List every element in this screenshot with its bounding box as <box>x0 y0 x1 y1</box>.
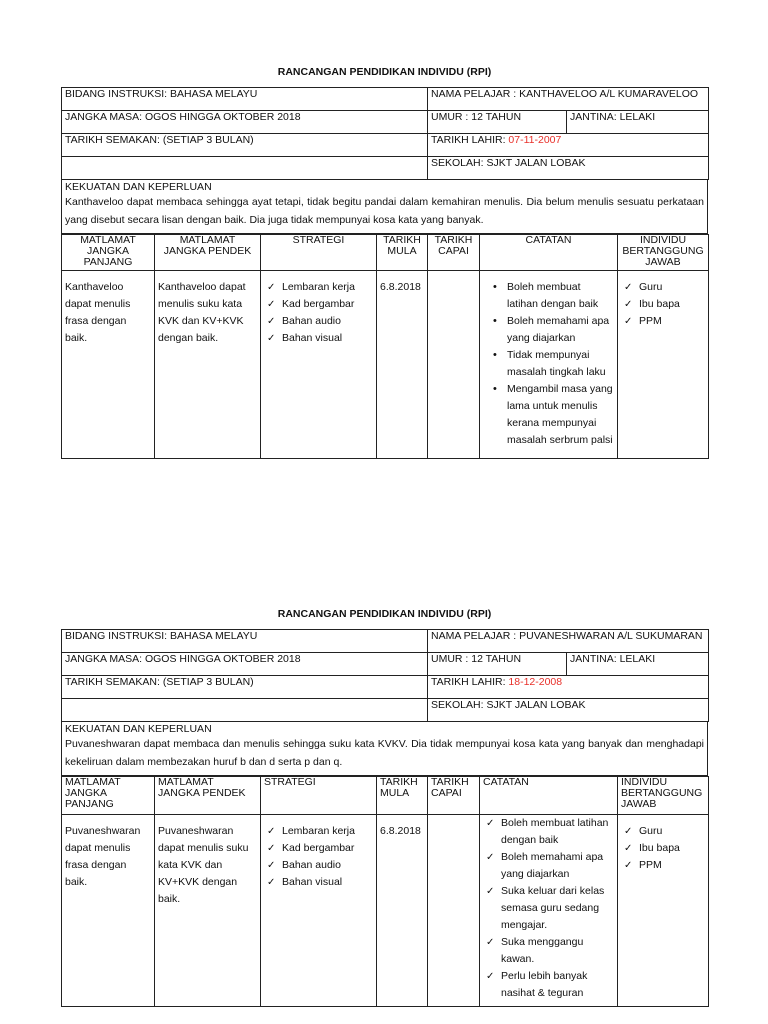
tarikh-lahir-label: TARIKH LAHIR: <box>431 676 509 688</box>
kekuatan-text: Kanthaveloo dapat membaca sehingga ayat tetapi, tidak begitu pandai dalam kemahiran menulis. Dia belum menulis sesuatu perkataan yang disebut secara lisan dengan baik. Dia juga tidak mempunyai kosa kata yang banyak. <box>65 196 704 226</box>
catatan-item: ✓ Boleh membuat latihan dengan baik <box>483 815 614 849</box>
strategi-item: ✓ Kad bergambar <box>264 840 373 857</box>
blank-cell <box>62 699 428 722</box>
strategi-item: ✓ Bahan audio <box>264 857 373 874</box>
col-header: MATLAMAT JANGKA PENDEK <box>155 777 261 815</box>
student-info-table <box>61 629 709 722</box>
matlamat-pendek: Kanthaveloo dapat menulis suku kata KVK dan KV+KVK dengan baik. <box>155 271 261 459</box>
matlamat-panjang: Puvaneshwaran dapat menulis frasa dengan baik. <box>62 815 155 1007</box>
col-header: STRATEGI <box>261 777 377 815</box>
strategi-item: ✓ Kad bergambar <box>264 296 373 313</box>
catatan-item: ✓ Suka keluar dari kelas semasa guru sedang mengajar. <box>483 883 614 934</box>
catatan-item: ✓ Suka menggangu kawan. <box>483 934 614 968</box>
nama-pelajar: NAMA PELAJAR : PUVANESHWARAN A/L SUKUMARAN <box>428 630 709 653</box>
kekuatan-heading: KEKUATAN DAN KEPERLUAN <box>65 723 212 735</box>
tarikh-lahir <box>428 676 709 699</box>
catatan-item: • Mengambil masa yang lama untuk menulis kerana mempunyai masalah serbrum palsi <box>483 381 614 449</box>
strategi-item: ✓ Bahan visual <box>264 330 373 347</box>
sekolah: SEKOLAH: SJKT JALAN LOBAK <box>428 157 709 180</box>
catatan-item: ✓ Boleh memahami apa yang diajarkan <box>483 849 614 883</box>
individu-item: ✓ Guru <box>621 279 705 296</box>
strategi-item: ✓ Bahan visual <box>264 874 373 891</box>
plan-table <box>61 776 709 1007</box>
col-header: INDIVIDU BERTANGGUNG JAWAB <box>618 235 709 271</box>
catatan-cell <box>480 815 618 1007</box>
col-header: STRATEGI <box>261 235 377 271</box>
col-header: TARIKH CAPAI <box>428 777 480 815</box>
strategi-item: ✓ Bahan audio <box>264 313 373 330</box>
individu-item: ✓ Ibu bapa <box>621 296 705 313</box>
catatan-item: • Tidak mempunyai masalah tingkah laku <box>483 347 614 381</box>
jangka-masa: JANGKA MASA: OGOS HINGGA OKTOBER 2018 <box>62 111 428 134</box>
plan-table <box>61 234 709 459</box>
catatan-item: ✓ Perlu lebih banyak nasihat & teguran <box>483 968 614 1002</box>
catatan-cell <box>480 271 618 459</box>
col-header: TARIKH CAPAI <box>428 235 480 271</box>
form-title: RANCANGAN PENDIDIKAN INDIVIDU (RPI) <box>277 66 492 78</box>
tarikh-lahir-value: 18-12-2008 <box>508 676 563 688</box>
tarikh-mula: 6.8.2018 <box>377 815 428 1007</box>
umur: UMUR : 12 TAHUN <box>428 111 567 134</box>
jantina: JANTINA: LELAKI <box>567 653 709 676</box>
col-header: MATLAMAT JANGKA PANJANG <box>62 777 155 815</box>
tarikh-semakan: TARIKH SEMAKAN: (SETIAP 3 BULAN) <box>62 134 428 157</box>
tarikh-capai <box>428 815 480 1007</box>
matlamat-pendek: Puvaneshwaran dapat menulis suku kata KVK dan KV+KVK dengan baik. <box>155 815 261 1007</box>
col-header: TARIKH MULA <box>377 235 428 271</box>
strategi-cell <box>261 271 377 459</box>
col-header: CATATAN <box>480 235 618 271</box>
col-header: CATATAN <box>480 777 618 815</box>
rpi-form-2 <box>61 608 708 1007</box>
col-header: MATLAMAT JANGKA PENDEK <box>155 235 261 271</box>
catatan-item: • Boleh membuat latihan dengan baik <box>483 279 614 313</box>
col-header: INDIVIDU BERTANGGUNG JAWAB <box>618 777 709 815</box>
kekuatan-heading: KEKUATAN DAN KEPERLUAN <box>65 181 212 193</box>
kekuatan-keperluan <box>61 722 708 776</box>
tarikh-lahir <box>428 134 709 157</box>
bidang-instruksi: BIDANG INSTRUKSI: BAHASA MELAYU <box>62 88 428 111</box>
jangka-masa: JANGKA MASA: OGOS HINGGA OKTOBER 2018 <box>62 653 428 676</box>
blank-cell <box>62 157 428 180</box>
col-header: MATLAMAT JANGKA PANJANG <box>62 235 155 271</box>
kekuatan-keperluan <box>61 180 708 234</box>
student-info-table <box>61 87 709 180</box>
form-title: RANCANGAN PENDIDIKAN INDIVIDU (RPI) <box>277 608 492 620</box>
rpi-form-1 <box>61 66 708 459</box>
individu-item: ✓ PPM <box>621 857 705 874</box>
tarikh-capai <box>428 271 480 459</box>
bidang-instruksi: BIDANG INSTRUKSI: BAHASA MELAYU <box>62 630 428 653</box>
individu-item: ✓ Ibu bapa <box>621 840 705 857</box>
kekuatan-text: Puvaneshwaran dapat membaca dan menulis sehingga suku kata KVKV. Dia tidak mempunyai kosa kata yang banyak dan menghadapi kekeliruan dalam membezakan huruf b dan d serta p dan q. <box>65 738 704 768</box>
strategi-cell <box>261 815 377 1007</box>
strategi-item: ✓ Lembaran kerja <box>264 279 373 296</box>
nama-pelajar: NAMA PELAJAR : KANTHAVELOO A/L KUMARAVELOO <box>428 88 709 111</box>
tarikh-mula: 6.8.2018 <box>377 271 428 459</box>
sekolah: SEKOLAH: SJKT JALAN LOBAK <box>428 699 709 722</box>
umur: UMUR : 12 TAHUN <box>428 653 567 676</box>
tarikh-semakan: TARIKH SEMAKAN: (SETIAP 3 BULAN) <box>62 676 428 699</box>
catatan-item: • Boleh memahami apa yang diajarkan <box>483 313 614 347</box>
tarikh-lahir-value: 07-11-2007 <box>508 134 562 146</box>
individu-item: ✓ Guru <box>621 823 705 840</box>
strategi-item: ✓ Lembaran kerja <box>264 823 373 840</box>
individu-cell <box>618 271 709 459</box>
tarikh-lahir-label: TARIKH LAHIR: <box>431 134 509 146</box>
jantina: JANTINA: LELAKI <box>567 111 709 134</box>
individu-cell <box>618 815 709 1007</box>
matlamat-panjang: Kanthaveloo dapat menulis frasa dengan baik. <box>62 271 155 459</box>
individu-item: ✓ PPM <box>621 313 705 330</box>
col-header: TARIKH MULA <box>377 777 428 815</box>
